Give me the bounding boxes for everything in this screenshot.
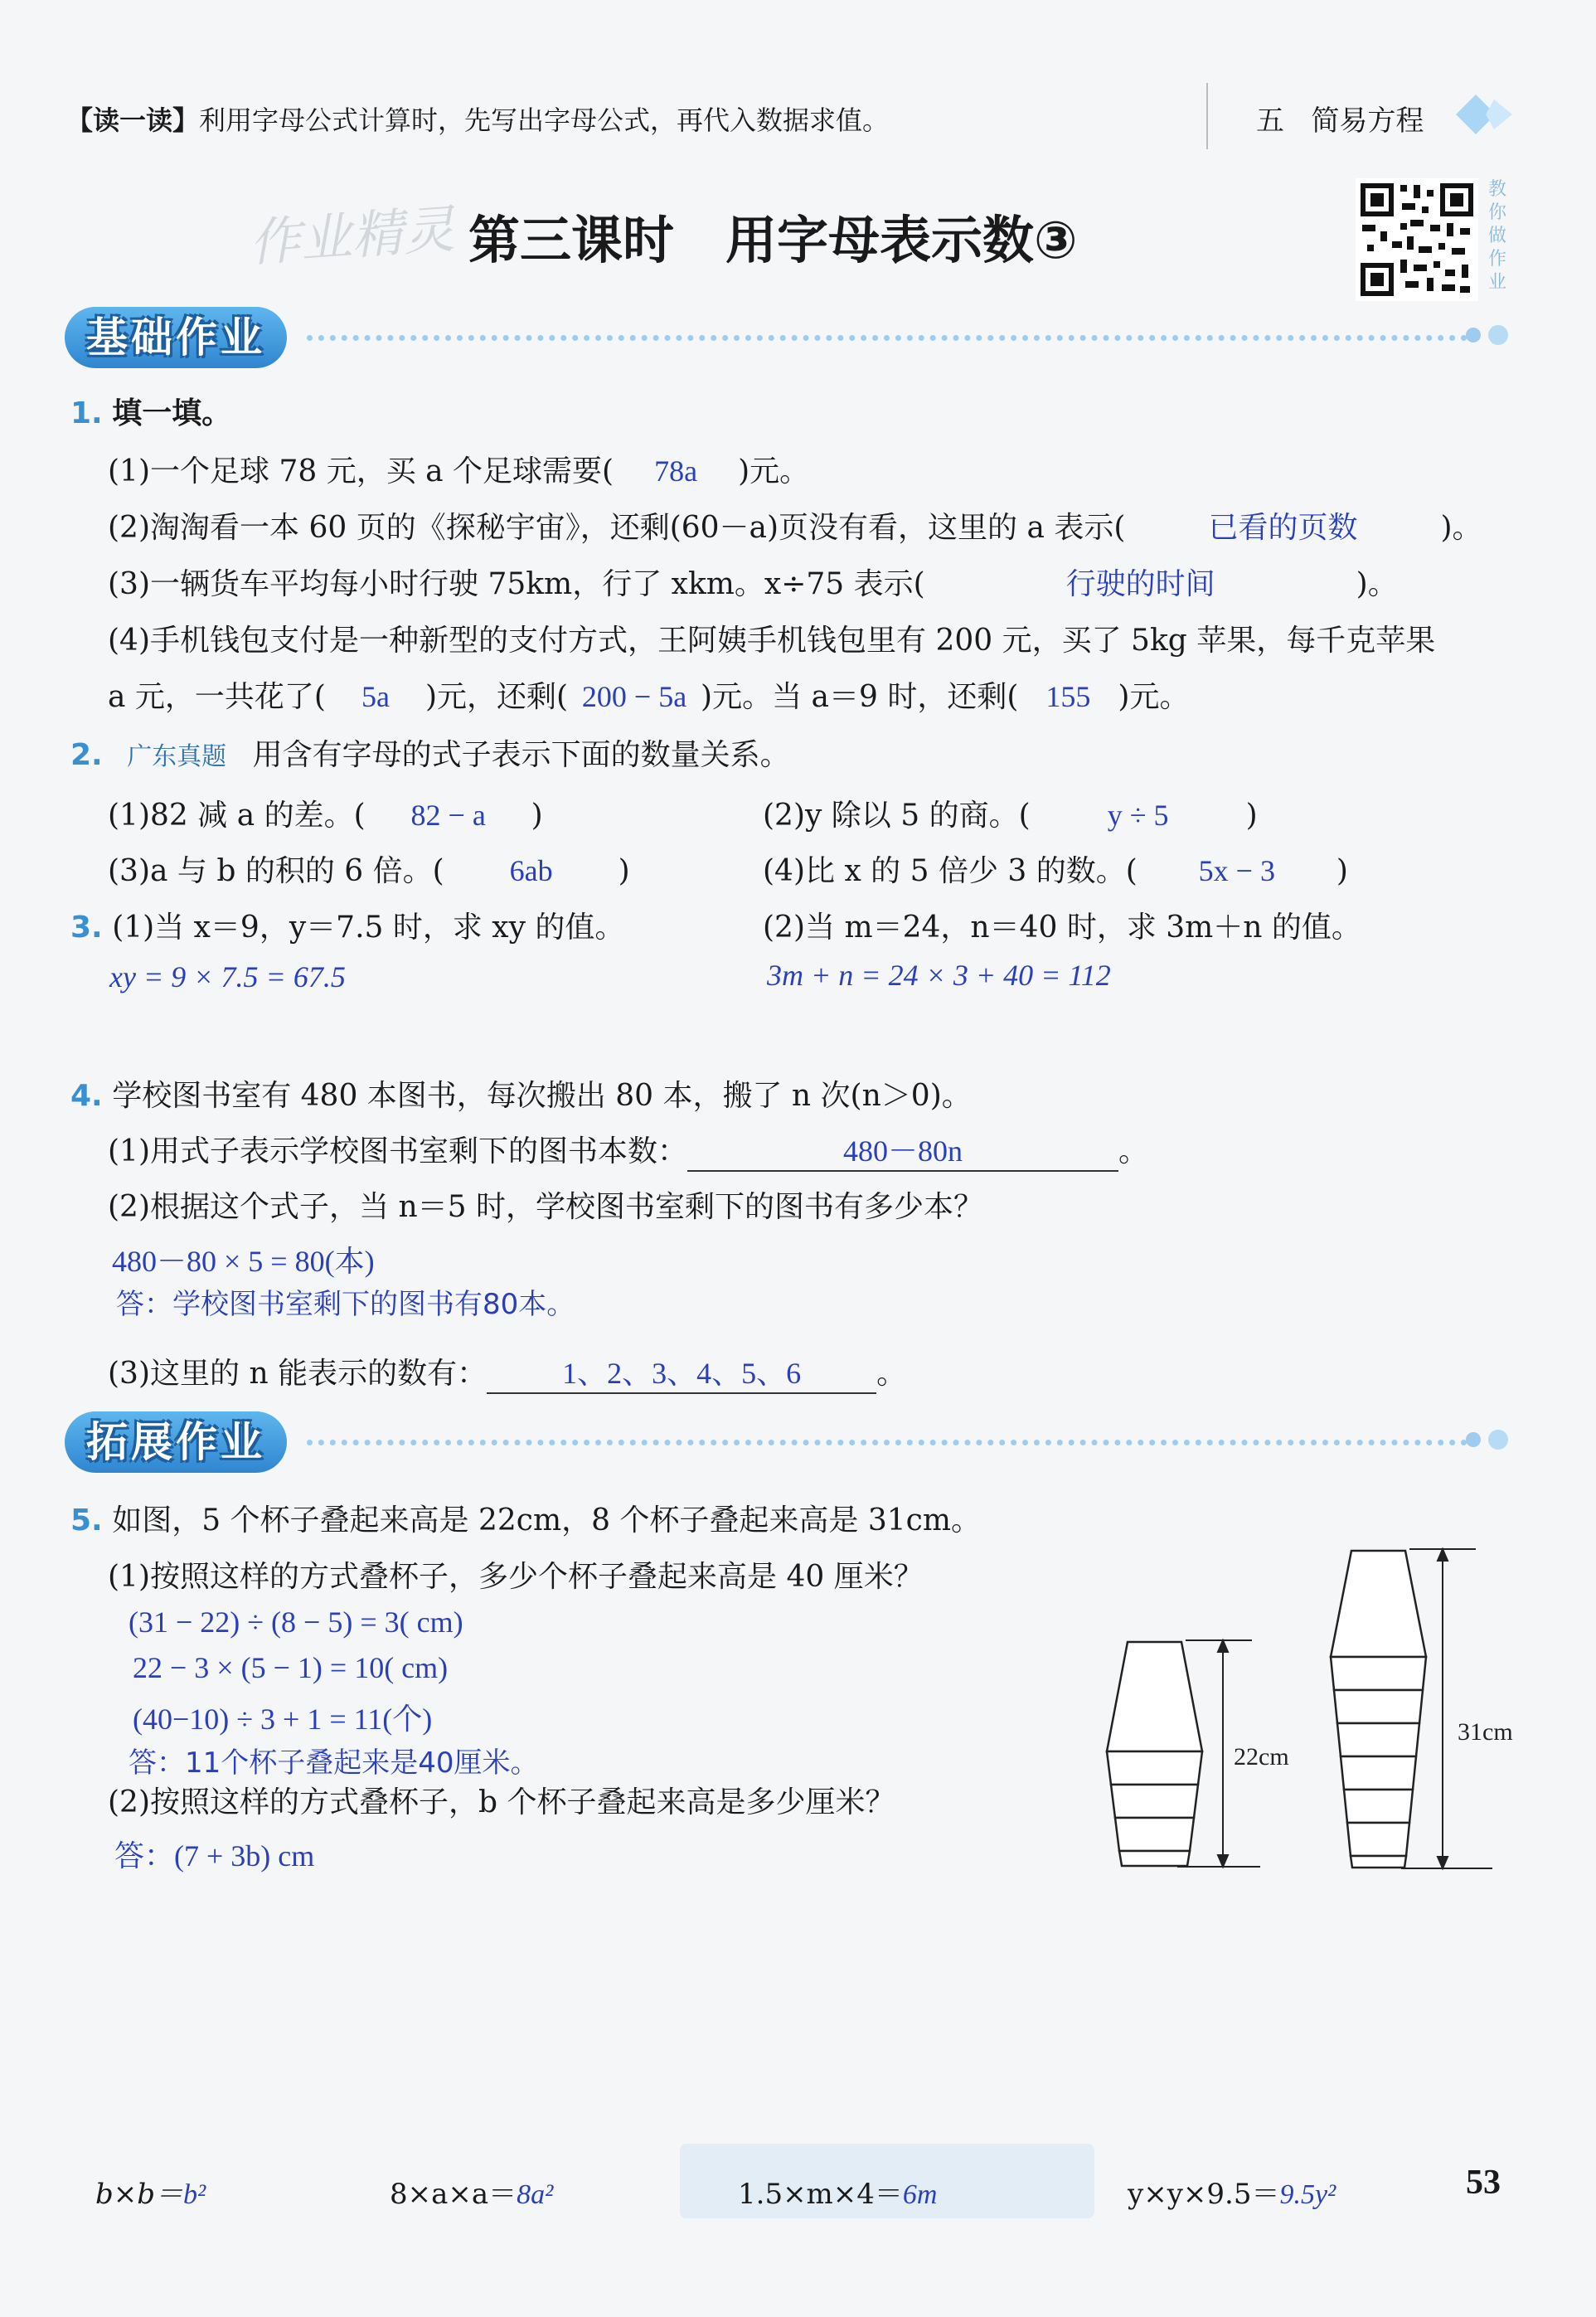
q2-i3-end: ) bbox=[618, 854, 630, 888]
q5-answer2: 答：(7 + 3b) cm bbox=[114, 1839, 315, 1873]
q1-p4-answer1: 5a bbox=[361, 680, 390, 713]
diamond-icon bbox=[1453, 91, 1519, 138]
q5-work1: (31 − 22) ÷ (8 − 5) = 3( cm) bbox=[129, 1605, 463, 1639]
footer-f4-text: y×y×9.5＝ bbox=[1128, 2178, 1280, 2211]
cup bbox=[1119, 1851, 1190, 1866]
footer-f2-answer: 8a² bbox=[517, 2179, 554, 2210]
q1-part1 bbox=[108, 448, 809, 490]
header-divider bbox=[1206, 83, 1208, 149]
q2-i3-text: (3)a 与 b 的积的 6 倍。( bbox=[108, 854, 444, 888]
q3-number: 3. bbox=[70, 911, 103, 945]
divider-dot bbox=[1488, 325, 1508, 345]
q3-p1-answer: xy = 9 × 7.5 = 67.5 bbox=[109, 960, 346, 993]
q2-item1 bbox=[108, 792, 543, 834]
q1-p4-answer3: 155 bbox=[1045, 680, 1091, 713]
q4-number: 4. bbox=[70, 1079, 103, 1113]
cup bbox=[1344, 1790, 1413, 1823]
q5-answer1: 答：11个杯子叠起来是40厘米。 bbox=[129, 1746, 539, 1780]
q2-i1-text: (1)82 减 a 的差。( bbox=[108, 799, 366, 833]
cup bbox=[1334, 1690, 1423, 1723]
q1-p2-text: (2)淘淘看一本 60 页的《探秘宇宙》，还剩(60－a)页没有看，这里的 a 表示( bbox=[108, 511, 1126, 545]
q3-p2-answer: 3m + n = 24 × 3 + 40 = 112 bbox=[767, 959, 1111, 992]
cup bbox=[1351, 1856, 1406, 1868]
section-extend-title: 拓展作业 bbox=[65, 1411, 287, 1473]
divider-dot bbox=[1466, 328, 1481, 342]
q4-p3-text: (3)这里的 n 能表示的数有： bbox=[108, 1357, 488, 1391]
q4-p3-answer: 1、2、3、4、5、6 bbox=[487, 1350, 876, 1394]
divider-dot bbox=[1466, 1432, 1481, 1447]
q2-i4-text: (4)比 x 的 5 倍少 3 的数。( bbox=[763, 854, 1138, 888]
q5-part2: (2)按照这样的方式叠杯子，b 个杯子叠起来高是多少厘米？ bbox=[108, 1785, 895, 1819]
q5-stem bbox=[70, 1497, 981, 1539]
q1-p1-answer: 78a bbox=[654, 454, 698, 488]
q1-p2-end: )。 bbox=[1440, 511, 1482, 545]
q1-p2-answer: 已看的页数 bbox=[1208, 511, 1358, 544]
cup bbox=[1115, 1818, 1194, 1851]
footer-f1-answer: b² bbox=[183, 2179, 206, 2210]
tip-label: 【读一读】 bbox=[66, 104, 200, 136]
q5-part1: (1)按照这样的方式叠杯子，多少个杯子叠起来高是 40 厘米？ bbox=[108, 1560, 924, 1594]
footer-item-4 bbox=[1128, 2171, 1336, 2212]
q2-number: 2. bbox=[70, 738, 103, 772]
q2-i2-answer: y ÷ 5 bbox=[1107, 799, 1169, 832]
q4-p1-answer: 480－80n bbox=[687, 1128, 1118, 1172]
footer-f2-text: 8×a×a＝ bbox=[390, 2178, 517, 2211]
q2-i1-end: ) bbox=[531, 799, 543, 833]
footer-f1-text: b×b＝ bbox=[95, 2178, 184, 2211]
q2-item4 bbox=[763, 848, 1348, 890]
q4-part3 bbox=[108, 1350, 906, 1394]
q1-p1-end: )元。 bbox=[738, 454, 810, 488]
page-number: 53 bbox=[1466, 2164, 1501, 2202]
cup bbox=[1331, 1551, 1426, 1657]
footer-f3-text: 1.5×m×4＝ bbox=[738, 2178, 903, 2211]
fig-label-22cm: 22cm bbox=[1234, 1743, 1289, 1771]
cup bbox=[1107, 1751, 1202, 1785]
q1-part4-line2 bbox=[108, 673, 1189, 716]
q4-title: 学校图书室有 480 本图书，每次搬出 80 本，搬了 n 次(n＞0)。 bbox=[112, 1079, 972, 1113]
footer-item-1 bbox=[95, 2171, 206, 2212]
q2-i2-end: ) bbox=[1245, 799, 1258, 833]
q4-p3-end: 。 bbox=[876, 1357, 907, 1391]
q2-i1-answer: 82 − a bbox=[410, 799, 486, 832]
q3-part1 bbox=[70, 904, 624, 946]
unit-name: 简易方程 bbox=[1311, 104, 1424, 138]
q1-p4-text3: )元。当 a＝9 时，还剩( bbox=[701, 680, 1019, 714]
tip-text: 利用字母公式计算时，先写出字母公式，再代入数据求值。 bbox=[199, 104, 890, 136]
q1-title: 填一填。 bbox=[112, 396, 232, 430]
qr-code-icon[interactable] bbox=[1356, 178, 1478, 301]
q5-number: 5. bbox=[70, 1503, 103, 1537]
q1-number: 1. bbox=[70, 396, 103, 430]
q4-part2: (2)根据这个式子，当 n＝5 时，学校图书室剩下的图书有多少本？ bbox=[108, 1190, 983, 1224]
q1-p3-answer: 行驶的时间 bbox=[1065, 567, 1215, 600]
stacked-cups-figure bbox=[1094, 1542, 1542, 1882]
q1-p4-text2: )元，还剩( bbox=[424, 680, 569, 714]
cup bbox=[1111, 1785, 1198, 1818]
fig-label-31cm: 31cm bbox=[1458, 1718, 1513, 1746]
section-divider-dots bbox=[307, 335, 1467, 341]
cup bbox=[1337, 1723, 1419, 1756]
cup bbox=[1107, 1642, 1202, 1751]
cup bbox=[1331, 1657, 1426, 1690]
q1-p3-text: (3)一辆货车平均每小时行驶 75km，行了 xkm。x÷75 表示( bbox=[108, 567, 925, 601]
q5-title: 如图，5 个杯子叠起来高是 22cm，8 个杯子叠起来高是 31cm。 bbox=[112, 1503, 981, 1537]
q4-p1-end: 。 bbox=[1118, 1134, 1149, 1168]
q5-work2: 22 − 3 × (5 − 1) = 10( cm) bbox=[133, 1651, 449, 1684]
q5-work3: (40−10) ÷ 3 + 1 = 11(个) bbox=[133, 1703, 433, 1736]
header-tip bbox=[66, 100, 889, 138]
q4-part1 bbox=[108, 1128, 1148, 1172]
q3-p1-text: (1)当 x＝9，y＝7.5 时，求 xy 的值。 bbox=[112, 911, 625, 945]
q1-p4-text: a 元，一共花了( bbox=[108, 680, 326, 714]
q2-item3 bbox=[108, 848, 630, 890]
q4-p2-work: 480－80 × 5 = 80(本) bbox=[112, 1245, 375, 1278]
section-divider-dots bbox=[307, 1440, 1467, 1445]
footer-item-3 bbox=[738, 2171, 937, 2212]
q1-p4-end: )元。 bbox=[1118, 680, 1190, 714]
q2-i4-end: ) bbox=[1336, 854, 1348, 888]
q2-tag: 广东真题 bbox=[127, 742, 227, 771]
unit-label bbox=[1256, 98, 1424, 138]
cup bbox=[1341, 1756, 1416, 1790]
q4-p1-text: (1)用式子表示学校图书室剩下的图书本数： bbox=[108, 1134, 687, 1168]
q4-p2-answer: 答：学校图书室剩下的图书有80本。 bbox=[116, 1288, 575, 1321]
divider-dot bbox=[1488, 1430, 1508, 1450]
q2-i3-answer: 6ab bbox=[509, 854, 553, 887]
q1-part3 bbox=[108, 561, 1398, 603]
q2-stem bbox=[70, 731, 790, 774]
footer-f4-answer: 9.5y² bbox=[1279, 2179, 1336, 2210]
q4-stem bbox=[70, 1072, 972, 1115]
q3-part2: (2)当 m＝24，n＝40 时，求 3m＋n 的值。 bbox=[763, 911, 1361, 945]
q1-p4-answer2: 200 − 5a bbox=[581, 680, 687, 713]
q1-stem bbox=[70, 390, 231, 432]
q2-i4-answer: 5x − 3 bbox=[1198, 854, 1275, 887]
q2-title: 用含有字母的式子表示下面的数量关系。 bbox=[252, 738, 790, 772]
footer-f3-answer: 6m bbox=[902, 2179, 938, 2210]
q2-i2-text: (2)y 除以 5 的商。( bbox=[763, 799, 1031, 833]
unit-number: 五 bbox=[1256, 104, 1284, 138]
page-title: 第三课时 用字母表示数③ bbox=[468, 210, 1078, 270]
q1-part4-line1: (4)手机钱包支付是一种新型的支付方式，王阿姨手机钱包里有 200 元，买了 5kg 苹果，每千克苹果 bbox=[108, 624, 1436, 658]
footer-item-2 bbox=[390, 2171, 553, 2212]
watermark: 作业精灵 bbox=[247, 198, 457, 274]
q1-p1-text: (1)一个足球 78 元，买 a 个足球需要( bbox=[108, 454, 614, 488]
q2-item2 bbox=[763, 792, 1258, 834]
qr-caption: 教你做作业 bbox=[1488, 179, 1507, 293]
q1-p3-end: )。 bbox=[1356, 567, 1398, 601]
section-basic-title: 基础作业 bbox=[65, 307, 287, 368]
q1-part2 bbox=[108, 504, 1482, 546]
cup bbox=[1347, 1823, 1409, 1856]
